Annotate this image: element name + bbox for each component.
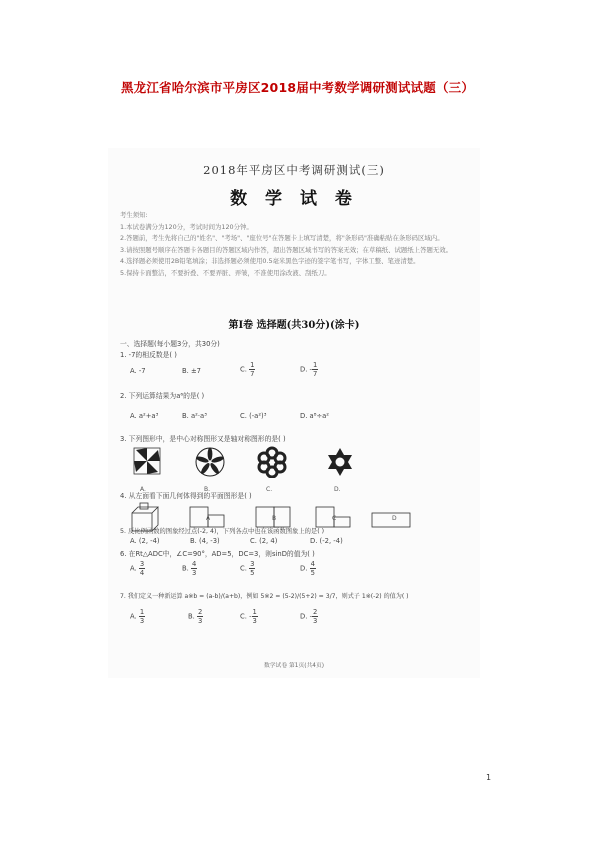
view-label: D	[392, 515, 397, 522]
option-c: C. (2, 4)	[250, 537, 278, 545]
exam-heading: 2018年平房区中考调研测试(三)	[203, 163, 385, 177]
candidate-notice	[120, 210, 472, 280]
option-d: D. (-2, -4)	[310, 537, 343, 545]
option-b: B. a²·a³	[182, 412, 207, 420]
option-a: A. $\frac{1}{3}$	[130, 608, 145, 625]
option-c: C. $\frac{1}{7}$	[240, 361, 255, 378]
option-d: D. - $\frac{1}{7}$	[300, 361, 318, 378]
notice-line: 考生须知:	[120, 211, 148, 219]
question-7-options	[130, 608, 460, 630]
option-b: B. ±7	[182, 367, 202, 375]
option-b: B. $\frac{4}{3}$	[182, 560, 197, 577]
question-1-stem: 1. -7的相反数是( )	[120, 351, 177, 359]
page-number: 1	[486, 773, 492, 782]
option-a: A. a²+a³	[130, 412, 159, 420]
view-label: C	[332, 515, 337, 522]
hexagram-figure	[324, 446, 356, 478]
notice-line: 4.选择题必须使用2B铅笔填涂；非选择题必须使用0.5毫米黑色字迹的签字笔书写，字体工整、笔迹清楚。	[120, 257, 420, 266]
scan-footer-note: 数学试卷 第1页(共4页)	[263, 663, 325, 669]
figure-label: B.	[204, 486, 211, 493]
view-label: A	[206, 515, 211, 522]
question-2-stem: 2. 下列运算结果为a⁶的是( )	[120, 392, 205, 400]
option-a: A. (2, -4)	[130, 537, 160, 545]
question-7-stem: 7. 我们定义一种新运算 a※b = (a-b)/(a+b)，例如 5※2 = (5-2)/(5+2) = 3/7，则式子 1※(-2) 的值为( )	[120, 593, 409, 600]
option-c: C. (-a²)³	[240, 412, 267, 420]
notice-line: 3.请按照题号顺序在答题卡各题目的答题区域内作答，超出答题区域书写的答案无效；在草稿纸、试题纸上答题无效。	[120, 245, 453, 254]
pinwheel-figure	[132, 446, 162, 476]
question-2-options	[130, 412, 460, 434]
option-c: C. $\frac{3}{5}$	[240, 560, 255, 577]
notice-line: 2.答题前，考生先将自己的"姓名"、"考场"、"座位号"在答题卡上填写清楚，将"条形码"准确粘贴在条形码区域内。	[120, 234, 444, 243]
question-6-options	[130, 560, 460, 582]
petal-circle-figure	[194, 446, 226, 478]
question-3-stem: 3. 下列图形中，是中心对称图形又是轴对称图形的是( )	[120, 435, 286, 443]
option-b: B. $\frac{2}{3}$	[188, 608, 203, 625]
question-1-options	[130, 361, 460, 383]
option-a: A. -7	[130, 367, 146, 375]
question-3-figures	[108, 446, 480, 494]
figure-label: D.	[334, 486, 341, 493]
ring-flower-figure	[256, 446, 288, 478]
option-a: A. $\frac{3}{4}$	[130, 560, 145, 577]
figure-label: A.	[140, 486, 146, 493]
option-b: B. (4, -3)	[190, 537, 220, 545]
question-6-stem: 6. 在Rt△ADC中，∠C=90°，AD=5，DC=3，则sinD的值为( )	[120, 550, 315, 558]
option-c: C. - $\frac{1}{3}$	[240, 608, 257, 625]
question-4-stem: 4. 从左面看下面几何体得到的平面图形是( )	[120, 492, 252, 500]
question-5-stem: 5. 反比例函数的图象经过点(-2, 4)，下列各点中也在该函数图象上的是( )	[120, 528, 325, 535]
document-title: 黑龙江省哈尔滨市平房区2018届中考数学调研测试试题（三）	[120, 80, 475, 95]
notice-line: 5.保持卡面整洁，不要折叠、不要弄脏、弄皱，不准使用涂改液、刮纸刀。	[120, 268, 331, 277]
scanned-exam-page	[108, 148, 480, 678]
section-subheading: 一、选择题(每小题3分，共30分)	[120, 340, 220, 348]
figure-label: C.	[266, 486, 273, 493]
exam-subject: 数 学 试 卷	[230, 189, 358, 209]
section-heading: 第Ⅰ卷 选择题(共30分)(涂卡)	[228, 320, 360, 331]
view-label: B	[272, 515, 277, 522]
notice-line: 1.本试卷满分为120分，考试时间为120分钟。	[120, 222, 253, 231]
option-d: D. - $\frac{2}{3}$	[300, 608, 318, 625]
option-d: D. $\frac{4}{5}$	[300, 560, 315, 577]
question-4-figures	[108, 501, 480, 541]
option-d: D. a⁸÷a²	[300, 412, 330, 420]
